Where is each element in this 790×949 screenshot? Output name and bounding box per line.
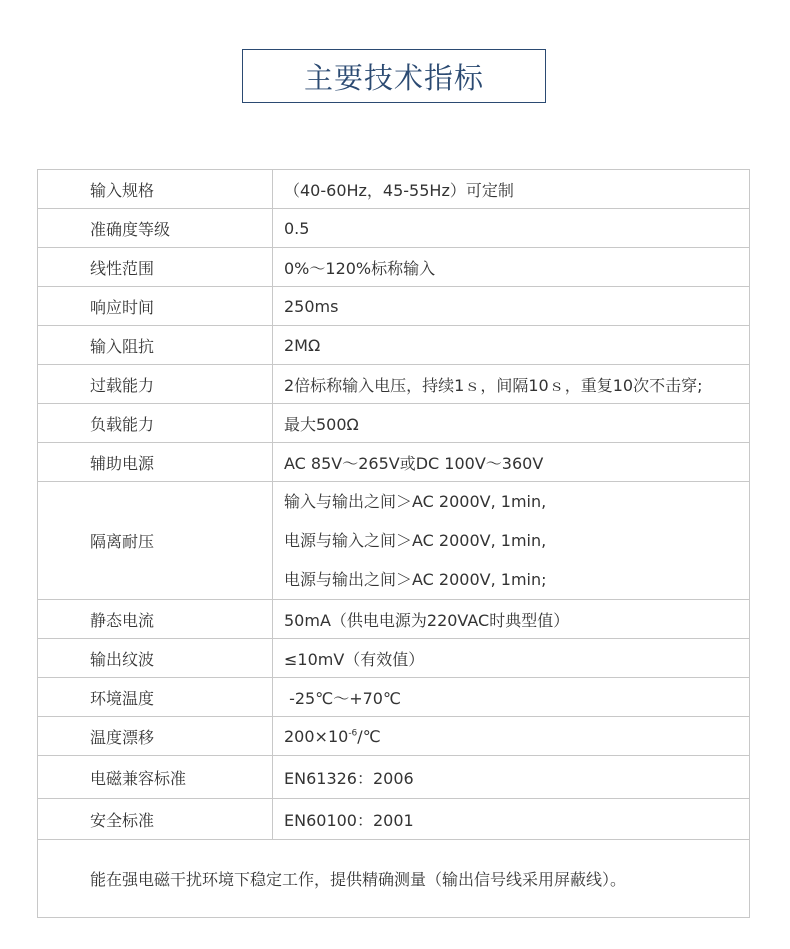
table-row <box>38 365 750 404</box>
row-value: 2倍标称输入电压，持续1ｓ，间隔10ｓ，重复10次不击穿; <box>273 365 750 404</box>
row-label: 辅助电源 <box>38 443 273 482</box>
isolation-line-3: 电源与输出之间＞AC 2000V, 1min; <box>284 570 547 589</box>
drift-exponent: -6 <box>348 728 358 739</box>
table-row <box>38 326 750 365</box>
row-label: 温度漂移 <box>38 717 273 756</box>
row-label: 线性范围 <box>38 248 273 287</box>
table-row <box>38 482 750 600</box>
note-text: 能在强电磁干扰环境下稳定工作，提供精确测量（输出信号线采用屏蔽线）。 <box>38 840 750 918</box>
row-value: -25℃～+70℃ <box>273 678 750 717</box>
row-label: 安全标准 <box>38 799 273 840</box>
title-box <box>242 49 546 103</box>
row-label: 输出纹波 <box>38 639 273 678</box>
row-label: 静态电流 <box>38 600 273 639</box>
row-value: 50mA（供电电源为220VAC时典型值） <box>273 600 750 639</box>
table-row <box>38 639 750 678</box>
row-value: EN61326：2006 <box>273 756 750 799</box>
row-value: （40-60Hz，45-55Hz）可定制 <box>273 170 750 209</box>
table-row <box>38 840 750 918</box>
row-value <box>273 717 750 756</box>
spec-table <box>37 169 750 918</box>
row-label: 隔离耐压 <box>38 482 273 600</box>
isolation-line-1: 输入与输出之间＞AC 2000V, 1min, <box>284 492 547 511</box>
row-value: 0.5 <box>273 209 750 248</box>
row-label: 准确度等级 <box>38 209 273 248</box>
table-row <box>38 717 750 756</box>
table-row <box>38 600 750 639</box>
table-row <box>38 209 750 248</box>
row-value: AC 85V～265V或DC 100V～360V <box>273 443 750 482</box>
page-title: 主要技术指标 <box>303 60 484 95</box>
table-row <box>38 248 750 287</box>
table-row <box>38 404 750 443</box>
row-value: EN60100：2001 <box>273 799 750 840</box>
row-value-multiline <box>273 482 750 600</box>
isolation-line-2: 电源与输入之间＞AC 2000V, 1min, <box>284 531 547 550</box>
row-label: 过载能力 <box>38 365 273 404</box>
table-row <box>38 443 750 482</box>
row-value: ≤10mV（有效值） <box>273 639 750 678</box>
drift-suffix: /℃ <box>357 726 381 746</box>
table-row <box>38 170 750 209</box>
row-label: 电磁兼容标准 <box>38 756 273 799</box>
table-row <box>38 756 750 799</box>
drift-prefix: 200×10 <box>284 726 349 746</box>
row-value: 250ms <box>273 287 750 326</box>
table-row <box>38 678 750 717</box>
table-row <box>38 799 750 840</box>
row-label: 输入阻抗 <box>38 326 273 365</box>
row-label: 环境温度 <box>38 678 273 717</box>
table-row <box>38 287 750 326</box>
row-value: 最大500Ω <box>273 404 750 443</box>
row-label: 输入规格 <box>38 170 273 209</box>
row-label: 响应时间 <box>38 287 273 326</box>
row-value: 2MΩ <box>273 326 750 365</box>
row-value: 0%～120%标称输入 <box>273 248 750 287</box>
row-label: 负载能力 <box>38 404 273 443</box>
